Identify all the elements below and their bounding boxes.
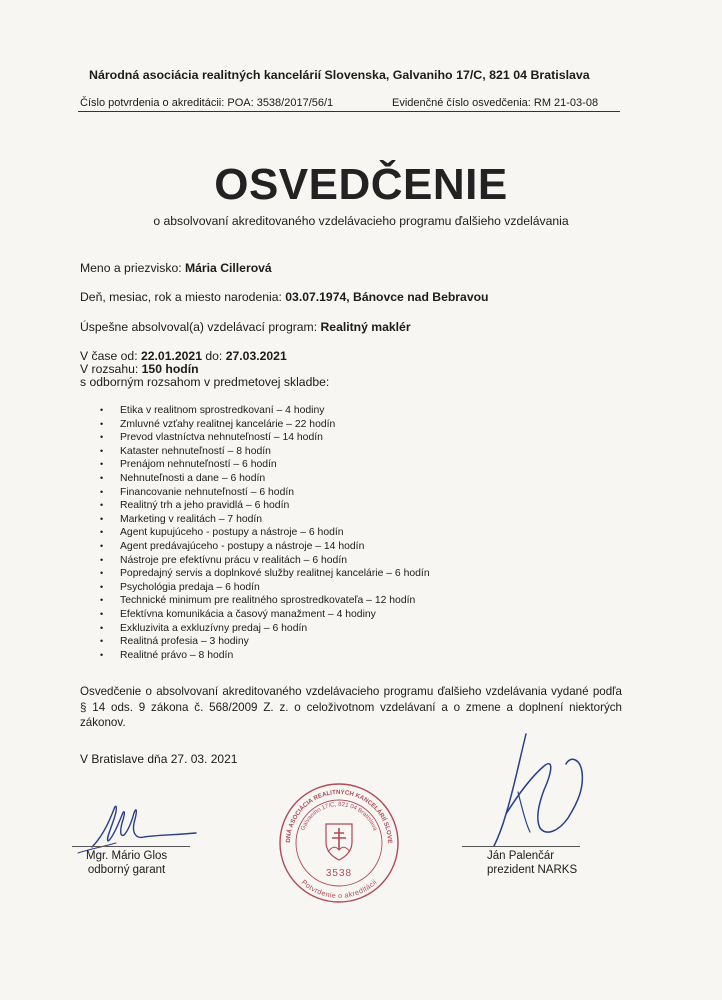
module-item: • Etika v realitnom sprostredkovaní – 4 hodiny (100, 404, 430, 418)
period-to-label: do: (205, 349, 223, 363)
left-signature-line (72, 846, 190, 847)
left-signatory-name: Mgr. Mário Glos (86, 850, 168, 862)
period-to: 27.03.2021 (225, 349, 287, 363)
module-item: • Agent predávajúceho - postupy a nástroje – 14 hodín (100, 540, 430, 554)
composition-line: s odborným rozsahom v predmetovej skladbe: (80, 375, 330, 389)
certificate-subtitle: o absolvovaní akreditovaného vzdelávacieho programu ďalšieho vzdelávania (153, 214, 569, 228)
right-signatory (487, 849, 577, 877)
name-field (80, 261, 272, 275)
registry-number: RM 21-03-08 (533, 97, 599, 109)
module-item: • Prevod vlastníctva nehnuteľností – 14 hodín (100, 431, 430, 445)
module-item: • Marketing v realitách – 7 hodín (100, 513, 430, 527)
scope-value: 150 hodín (141, 362, 199, 376)
birth-value: 03.07.1974, Bánovce nad Bebravou (285, 290, 489, 304)
coat-of-arms-icon (326, 824, 352, 860)
module-item: • Financovanie nehnuteľností – 6 hodín (100, 486, 430, 500)
stamp-outer-text: NÁRODNÁ ASOCIÁCIA REALITNÝCH KANCELÁRIÍ SLOVENSKA (273, 775, 394, 844)
module-item: • Agent kupujúceho - postupy a nástroje – 6 hodín (100, 526, 430, 540)
place-date: V Bratislave dňa 27. 03. 2021 (80, 752, 238, 766)
module-item: • Nehnuteľnosti a dane – 6 hodín (100, 472, 430, 486)
module-item: • Popredajný servis a doplnkové služby realitnej kancelárie – 6 hodín (100, 567, 430, 581)
module-item: • Efektívna komunikácia a časový manažment – 4 hodiny (100, 608, 430, 622)
right-signature (470, 728, 600, 858)
registry-label: Evidenčné číslo osvedčenia: (392, 97, 531, 109)
birth-label: Deň, mesiac, rok a miesto narodenia: (80, 290, 282, 304)
certificate-title: OSVEDČENIE (214, 160, 508, 209)
module-item: • Realitná profesia – 3 hodiny (100, 635, 430, 649)
module-item: • Realitný trh a jeho pravidlá – 6 hodín (100, 499, 430, 513)
module-item: • Kataster nehnuteľností – 8 hodín (100, 445, 430, 459)
scope-label: V rozsahu: (80, 362, 139, 376)
birth-field (80, 290, 489, 304)
module-item: • Technické minimum pre realitného sprostredkovateľa – 12 hodín (100, 594, 430, 608)
module-item: • Realitné právo – 8 hodín (100, 649, 430, 663)
program-field (80, 320, 411, 334)
left-signatory-role: odborný garant (87, 864, 166, 876)
organization-header: Národná asociácia realitných kancelárií Slovenska, Galvaniho 17/C, 821 04 Bratislava (89, 68, 590, 82)
accreditation-number: POA: 3538/2017/56/1 (227, 97, 334, 109)
svg-text:Galvaniho 17/C, 821 04 Bratisl (300, 802, 378, 832)
module-list (100, 404, 430, 662)
module-item: • Exkluzivita a exkluzívny predaj – 6 hodín (100, 622, 430, 636)
module-item: • Prenájom nehnuteľností – 6 hodín (100, 458, 430, 472)
stamp-number: 3538 (325, 868, 353, 879)
right-signature-line (462, 846, 580, 847)
registry-info (392, 97, 598, 109)
right-signatory-name: Ján Palenčár (487, 850, 555, 862)
reference-line (80, 97, 620, 109)
right-signatory-role: prezident NARKS (487, 864, 578, 876)
period-from-label: V čase od: (80, 349, 138, 363)
header-divider (78, 111, 620, 112)
program-label: Úspešne absolvoval(a) vzdelávací program: (80, 320, 318, 334)
stamp-bottom-text: Potvrdenie o akreditácii (299, 877, 379, 901)
svg-text:NÁRODNÁ ASOCIÁCIA REALITNÝCH K (274, 775, 393, 844)
left-signatory (86, 849, 167, 877)
module-item: • Psychológia predaja – 6 hodín (100, 581, 430, 595)
svg-text:Potvrdenie o akreditácii (300, 877, 379, 900)
module-item: • Nástroje pre efektívnu prácu v realitách – 6 hodín (100, 554, 430, 568)
accreditation-stamp (273, 775, 402, 906)
legal-statement: Osvedčenie o absolvovaní akreditovaného vzdelávacieho programu ďalšieho vzdelávania vydané podľa § 14 ods. 9 zákona č. 568/2009 Z. z. o celoživotnom vzdelávaní a o zmene a doplnení niektorých zákonov. (80, 685, 622, 729)
period-block (80, 350, 329, 389)
accreditation-label: Číslo potvrdenia o akreditácii: (80, 97, 225, 109)
module-item: • Zmluvné vzťahy realitnej kancelárie – 22 hodín (100, 418, 430, 432)
period-from: 22.01.2021 (140, 349, 202, 363)
name-label: Meno a priezvisko: (80, 261, 182, 275)
program-value: Realitný maklér (320, 320, 411, 334)
name-value: Mária Cillerová (185, 261, 272, 275)
stamp-inner-text: Galvaniho 17/C, 821 04 Bratislava (300, 801, 378, 832)
